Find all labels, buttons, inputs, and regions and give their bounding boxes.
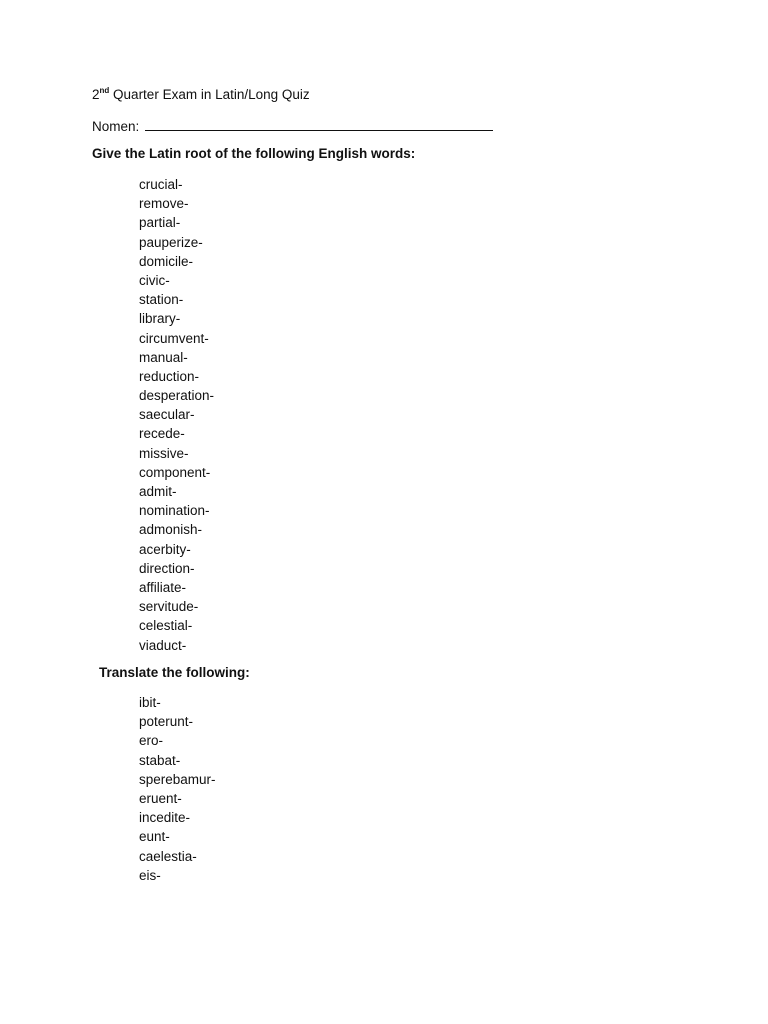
title-superscript: nd <box>99 86 110 95</box>
list-item-word: admonish- <box>139 522 203 538</box>
section1-heading: Give the Latin root of the following English words: <box>92 146 416 161</box>
list-item-word: poterunt- <box>139 714 194 730</box>
page-title <box>92 87 310 102</box>
list-item-word: civic- <box>139 272 170 288</box>
list-item-word: celestial- <box>139 618 193 634</box>
list-item-word: incedite- <box>139 810 191 826</box>
list-item-word: component- <box>139 464 211 480</box>
section2-heading: Translate the following: <box>99 665 250 680</box>
list-item-word: servitude- <box>139 599 199 615</box>
list-item-word: ibit- <box>139 695 161 710</box>
list-item-word: station- <box>139 292 184 308</box>
list-item-word: partial- <box>139 215 181 231</box>
list-item-word: stabat- <box>139 752 181 768</box>
list-item-word: saecular- <box>139 407 195 423</box>
nomen-row <box>92 117 493 134</box>
list-item-word: crucial- <box>139 177 183 192</box>
list-item-word: nomination- <box>139 503 210 519</box>
list-item-word: circumvent- <box>139 330 209 346</box>
title-rest: Quarter Exam in Latin/Long Quiz <box>109 87 310 102</box>
title-prefix: 2 <box>92 87 100 102</box>
list-item-word: recede- <box>139 426 185 442</box>
list-item-word: eruent- <box>139 790 182 806</box>
list-item-word: affiliate- <box>139 579 187 595</box>
list-item-word: ero- <box>139 733 164 749</box>
list-item-word: pauperize- <box>139 234 203 250</box>
nomen-answer-line <box>145 117 493 131</box>
list-item-word: caelestia- <box>139 848 197 864</box>
list-item-word: missive- <box>139 445 189 461</box>
list-item-word: library- <box>139 311 181 327</box>
list-item-word: eis- <box>139 867 161 883</box>
list-item-word: domicile- <box>139 253 194 269</box>
list-item-word: sperebamur- <box>139 771 216 787</box>
list-item-word: remove- <box>139 196 189 212</box>
list-item-word: desperation- <box>139 388 215 404</box>
list-item-word: manual- <box>139 349 188 365</box>
list-item-word: reduction- <box>139 368 200 384</box>
nomen-label: Nomen: <box>92 119 140 134</box>
list-item-word: admit- <box>139 484 177 499</box>
list-item-word: acerbity- <box>139 541 191 557</box>
list-item-word: eunt- <box>139 829 170 845</box>
list-item-word: direction- <box>139 560 195 576</box>
list-item-word: viaduct- <box>139 637 187 653</box>
